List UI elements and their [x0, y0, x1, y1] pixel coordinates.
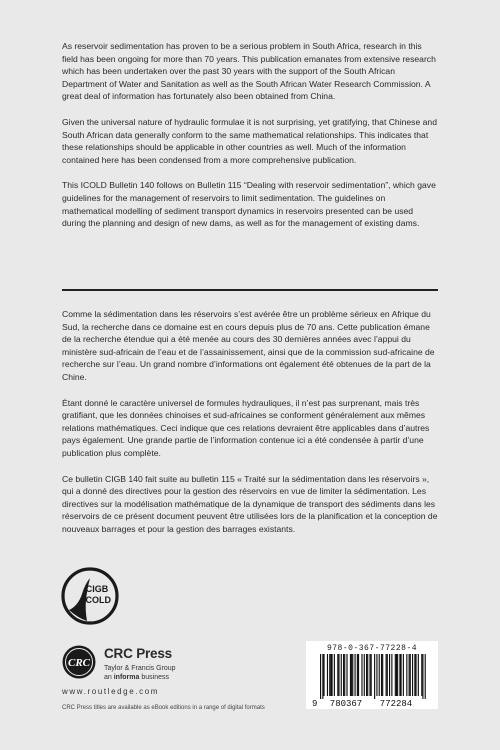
barcode-bar: [323, 654, 324, 696]
barcode-bar: [351, 654, 352, 696]
barcode-bar: [389, 654, 390, 696]
barcode-bar: [367, 654, 368, 696]
barcode-graphic: [306, 641, 438, 709]
barcode-bar: [412, 654, 413, 696]
barcode-bar: [376, 654, 377, 696]
barcode-bar: [320, 654, 321, 699]
isbn-digit-first: 9: [312, 699, 318, 709]
french-paragraph-2: Étant donné le caractère universel de formules hydrauliques, il n’est pas surprenant, mais très gratifiant, que les données chinoises et sud-africaines se conforment généralement aux mêmes relations mathématiques. Ceci indique que ces relations devraient être applicables dans d’autres pays également. Une grande partie de l’information contenue ici a été condensée à partir d’une publication plus complète.: [62, 397, 430, 458]
barcode-bar: [409, 654, 410, 696]
barcode-bar: [357, 654, 358, 696]
informa-brand: informa: [113, 674, 140, 681]
barcode-bar: [358, 654, 359, 696]
publisher-block: [62, 645, 262, 685]
isbn-top-text: 978-0-367-77228-4: [326, 644, 418, 653]
french-description: [62, 308, 438, 549]
barcode-bar: [414, 654, 415, 696]
barcode-bar: [415, 654, 416, 696]
business-suffix: business: [139, 674, 169, 681]
barcode-bar: [364, 654, 365, 696]
english-paragraph-2: Given the universal nature of hydraulic formulae it is not surprising, yet gratifying, that Chinese and South African data generally conform to the same mathematical relationships. This indicates that these relationships should be applicable in other countries as well. Much of the information contained here has been condensed from a more comprehensive publication.: [62, 116, 437, 165]
barcode-bar: [327, 654, 328, 696]
cigb-icold-logo: [60, 566, 120, 626]
barcode-bar: [346, 654, 347, 696]
publisher-name: CRC Press: [104, 646, 172, 661]
barcode-bar: [403, 654, 404, 696]
barcode-bars: [320, 654, 426, 699]
barcode-bar: [366, 654, 367, 696]
french-paragraph-3: Ce bulletin CIGB 140 fait suite au bulletin 115 « Traité sur la sédimentation dans les réservoirs », qui a donné des directives pour la gestion des réservoirs en vue de limiter la sédimentation. Les directives sur la modélisation mathématique de la dynamique de transport des sédiments dans les réservoirs de ce présent document peuvent être utilisées lors de la planification et la conception de nouveaux barrages et pour la gestion des barrages existants.: [62, 473, 438, 534]
barcode-bar: [343, 654, 344, 696]
barcode-bar: [322, 654, 323, 699]
section-divider: [62, 289, 438, 291]
isbn-digits-right: 772284: [379, 699, 413, 709]
barcode-bar: [379, 654, 380, 696]
barcode-bar: [329, 654, 330, 696]
barcode-bar: [410, 654, 411, 696]
english-paragraph-1: As reservoir sedimentation has proven to be a serious problem in South Africa, research in this field has been ongoing for more than 70 years. This publication emanates from extensive research which has been undertaken over the past 30 years with the support of the South African Department of Water and Sanitation as well as the South African Water Research Commission. A great deal of information has fortunately also been obtained from China.: [62, 41, 436, 102]
barcode-bar: [374, 654, 375, 699]
barcode-bar: [338, 654, 339, 696]
barcode-bar: [421, 654, 422, 696]
barcode-bar: [399, 654, 400, 696]
barcode-bar: [391, 654, 392, 696]
isbn-barcode: [306, 641, 438, 709]
barcode-bar: [418, 654, 419, 696]
barcode-bar: [332, 654, 333, 696]
barcode-bar: [341, 654, 342, 696]
crc-logo: [62, 645, 96, 679]
business-prefix: an: [104, 674, 114, 681]
barcode-bar: [381, 654, 382, 696]
icold-text: ICOLD: [83, 595, 111, 605]
barcode-bar: [361, 654, 362, 696]
english-paragraph-3: This ICOLD Bulletin 140 follows on Bulletin 115 “Dealing with reservoir sedimentation”, which gave guidelines for the management of reservoirs to limit sedimentation. The guidelines on mathematical modelling of sediment transport dynamics in reservoirs presented can be used during the planning and design of new dams, as well as for the management of existing dams.: [62, 180, 436, 229]
barcode-bar: [396, 654, 397, 696]
publisher-business: [104, 674, 169, 681]
cigb-text: CIGB: [85, 584, 109, 594]
barcode-bar: [355, 654, 356, 696]
barcode-bar: [382, 654, 383, 696]
barcode-bar: [395, 654, 396, 696]
barcode-bar: [369, 654, 370, 696]
barcode-bar: [397, 654, 398, 696]
barcode-bar: [401, 654, 402, 696]
isbn-digits-left: 780367: [329, 699, 363, 709]
publisher-url[interactable]: www.routledge.com: [62, 687, 160, 696]
barcode-bar: [422, 654, 423, 699]
barcode-bar: [350, 654, 351, 696]
english-description: [62, 40, 438, 243]
barcode-bar: [344, 654, 345, 696]
ebook-footnote: CRC Press titles are available as eBook editions in a range of digital formats: [62, 705, 265, 711]
barcode-bar: [425, 654, 426, 699]
barcode-bar: [334, 654, 335, 696]
publisher-group: Taylor & Francis Group: [104, 665, 176, 672]
barcode-bar: [371, 654, 372, 696]
barcode-bar: [386, 654, 387, 696]
barcode-bar: [406, 654, 407, 696]
barcode-bar: [337, 654, 338, 696]
french-paragraph-1: Comme la sédimentation dans les réservoirs s’est avérée être un problème sérieux en Afrique du Sud, la recherche dans ce domaine est en cours depuis plus de 70 ans. Cette publication émane de la recherche étendue qui a été menée au cours des 30 dernières années avec l’appui du ministère sud-africain de l’eau et de l’assainissement, ainsi que de la commission sud-africaine de recherche sur l’eau. Un grand nombre d’informations ont également été obtenues de la part de la Chine.: [62, 309, 435, 382]
crc-mark-text: CRC: [67, 657, 91, 669]
barcode-bar: [387, 654, 388, 696]
barcode-bar: [330, 654, 331, 696]
barcode-bar: [352, 654, 353, 696]
